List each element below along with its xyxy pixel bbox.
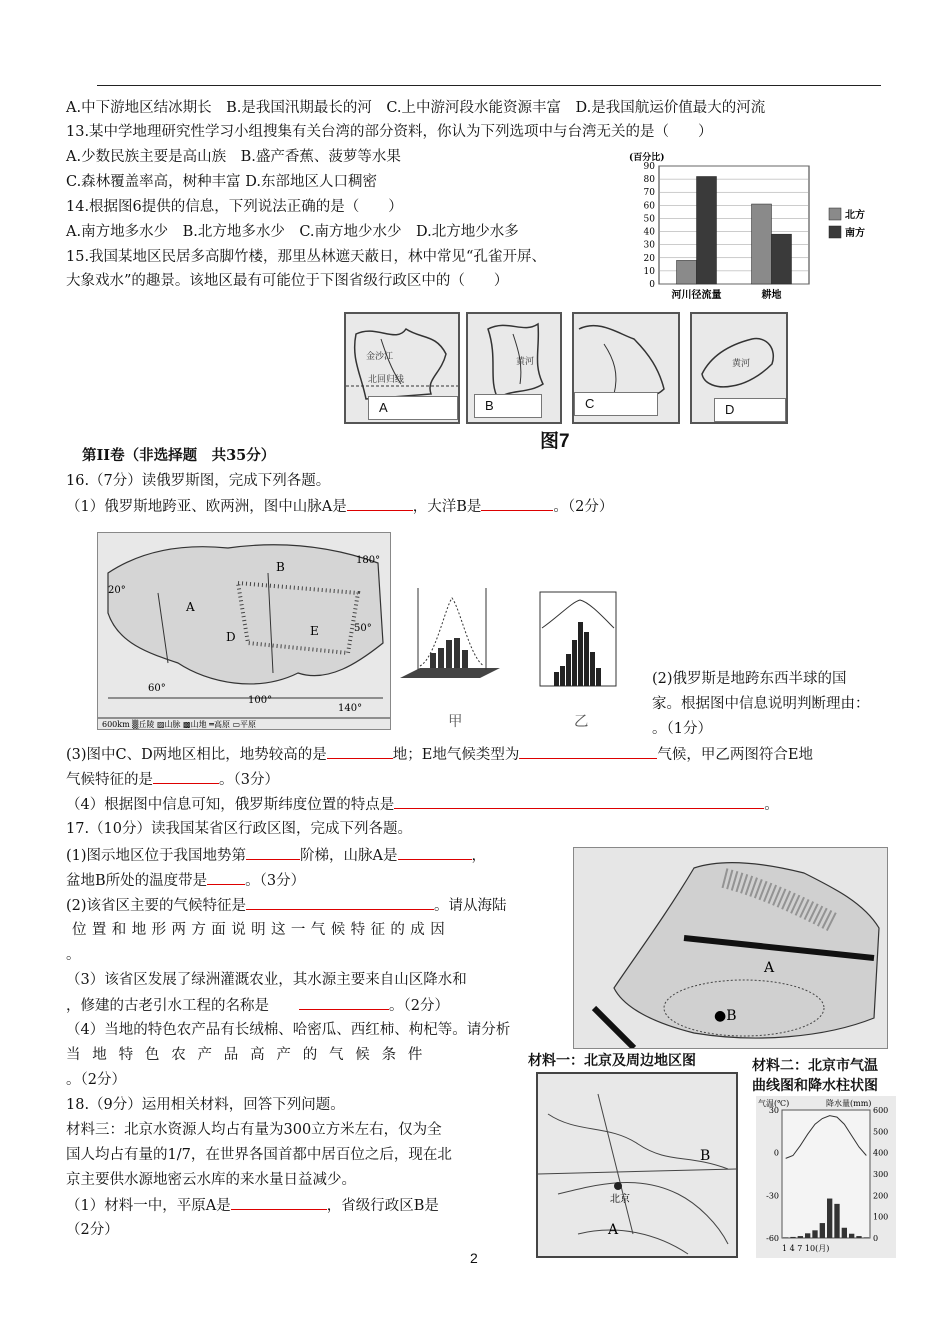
q17-2-blank-feature[interactable] <box>246 895 434 910</box>
q16-4-text-a: （4）根据图中信息可知，俄罗斯纬度位置的特点是 <box>66 797 395 813</box>
q18-part1 <box>66 1195 439 1216</box>
q16-1-blank-ocean[interactable] <box>481 496 553 511</box>
russia-label-b: B <box>276 560 285 574</box>
q16-part3-line2 <box>66 769 279 790</box>
q13-stem: 13.某中学地理研究性学习小组搜集有关台湾的部分资料，你认为下列选项中与台湾无关的是（ ） <box>66 124 713 140</box>
q17-2-text-a: (2)该省区主要的气候特征是 <box>66 898 247 914</box>
climate-chart-yi <box>524 588 634 696</box>
material1-label-a: A <box>608 1222 619 1238</box>
figure6-svg <box>625 148 887 306</box>
province-map <box>573 847 888 1049</box>
russia-lon180: 180° <box>356 555 381 566</box>
chart6-legend-label: 北方 <box>845 210 865 221</box>
q16-part2-c: 。（1分） <box>652 721 712 737</box>
bj-precip-bar-5 <box>812 1230 817 1238</box>
fig7-map-c <box>572 312 680 424</box>
chart6-ytick: 40 <box>643 227 655 238</box>
q16-part4 <box>66 794 779 815</box>
chart6-legend-swatch-南方 <box>829 226 841 238</box>
bj-precip-tick: 300 <box>873 1170 889 1179</box>
russia-lon60: 60° <box>148 683 166 694</box>
bj-precip-label: 降水量(mm) <box>826 1099 872 1108</box>
q16-3-text-e: 。（3分） <box>219 772 279 788</box>
russia-label-d: D <box>226 630 236 644</box>
figure6-bar-chart <box>625 148 887 306</box>
q17-1-text-b: 阶梯，山脉A是 <box>300 848 398 864</box>
bj-temp-tick: -30 <box>766 1191 779 1201</box>
chart6-bar-南方-河川径流量 <box>697 176 717 284</box>
bj-precip-tick: 200 <box>873 1191 889 1201</box>
q17-part3-line2 <box>66 995 449 1016</box>
page-number: 2 <box>470 1250 478 1266</box>
q17-1-blank-mountain[interactable] <box>398 845 472 860</box>
q17-part4-line3: 。（2分） <box>66 1072 126 1088</box>
russia-legend: 600km ▒丘陵 ▨山脉 ▩山地 ═高原 ▭平原 <box>102 720 257 729</box>
q17-1-blank-step[interactable] <box>246 845 300 860</box>
q16-3-blank-higher[interactable] <box>327 744 393 759</box>
chart6-ytick: 50 <box>643 214 655 225</box>
climate-yi-svg <box>524 588 634 696</box>
q17-3-text-c: 。（2分） <box>389 998 449 1014</box>
q18-material3-line1: 材料三：北京水资源人均占有量为300立方米左右，仅为全 <box>66 1122 442 1138</box>
chart6-ytick: 30 <box>643 240 655 251</box>
q17-part4-line1: （4）当地的特色农产品有长绒棉、哈密瓜、西红柿、枸杞等。请分析 <box>66 1022 511 1038</box>
bj-precip-bar-1 <box>783 1237 788 1238</box>
russia-lon140: 140° <box>338 703 363 714</box>
russia-lon100: 100° <box>248 695 273 706</box>
bj-precip-tick: 100 <box>873 1212 889 1222</box>
q17-1-text-e: 。（3分） <box>245 873 306 889</box>
fig7-label-a: A <box>368 396 458 420</box>
bj-precip-bar-6 <box>820 1223 825 1238</box>
material2-svg <box>756 1096 896 1258</box>
fig7-map-d <box>690 312 788 424</box>
q16-3-blank-chart[interactable] <box>153 769 219 784</box>
q16-1-text-b: ，大洋B是 <box>412 499 482 515</box>
map-b-river-label: 黄河 <box>516 357 535 367</box>
q16-1-blank-mountain[interactable] <box>347 496 413 511</box>
fig7-label-d: D <box>714 398 786 422</box>
material2-title-2: 曲线图和降水柱状图 <box>752 1078 878 1094</box>
q13-options-ab: A.少数民族主要是高山族 B.盛产香蕉、菠萝等水果 <box>66 149 401 165</box>
material1-label-b: B <box>700 1148 711 1164</box>
q17-1-text-a: (1)图示地区位于我国地势第 <box>66 848 247 864</box>
q14-options: A.南方地多水少 B.北方地多水少 C.南方地少水少 D.北方地少水多 <box>66 224 519 240</box>
climate-yi-label: 乙 <box>574 714 589 730</box>
material1-svg <box>538 1074 736 1256</box>
chart6-bar-北方-河川径流量 <box>677 260 697 284</box>
chart6-ytick: 80 <box>643 175 655 186</box>
chart6-legend-swatch-北方 <box>829 208 841 220</box>
bj-precip-bar-10 <box>849 1234 854 1238</box>
q18-material3-line2: 国人均占有量的1/7，在世界各国首都中居百位之后，现在北 <box>66 1147 452 1163</box>
fig7-label-b: B <box>474 394 542 418</box>
bj-precip-bar-12 <box>864 1237 869 1238</box>
bj-frame <box>782 1110 870 1238</box>
province-label-b: ●B <box>714 1008 737 1024</box>
q16-part1 <box>66 496 613 517</box>
climate-jia-label: 甲 <box>448 714 463 730</box>
q18-part1-line2: （2分） <box>66 1222 119 1238</box>
bj-temp-tick: 0 <box>773 1148 779 1158</box>
q17-part2-line3: 。 <box>66 947 81 963</box>
map-a-river-label: 金沙江 <box>366 352 394 362</box>
bj-precip-bar-11 <box>856 1236 861 1238</box>
russia-label-a: A <box>186 600 195 614</box>
bj-precip-bar-9 <box>842 1228 847 1238</box>
chart6-legend-label: 南方 <box>845 228 865 239</box>
q16-1-text-c: 。（2分） <box>553 499 614 515</box>
q16-stem: 16.（7分）读俄罗斯图，完成下列各题。 <box>66 473 331 489</box>
russia-lat20: 20° <box>108 585 126 596</box>
chart6-ytick: 20 <box>643 253 655 264</box>
q16-3-text-b: 地；E地气候类型为 <box>392 747 520 763</box>
chart6-ytick: 90 <box>643 162 655 172</box>
climate-jia-svg <box>400 578 500 693</box>
chart6-ytick: 70 <box>643 188 655 199</box>
russia-map-svg <box>98 533 390 729</box>
chart6-ytick: 10 <box>643 266 655 277</box>
q17-part2-line2: 位置和地形两方面说明这一气候特征的成因 <box>72 922 451 938</box>
q17-part1-line2 <box>66 870 305 891</box>
q18-material3-line3: 京主要供水源地密云水库的来水量日益减少。 <box>66 1172 356 1188</box>
bj-temp-tick: 30 <box>768 1106 779 1115</box>
bj-precip-bar-2 <box>790 1237 795 1238</box>
q14-stem: 14.根据图6提供的信息，下列说法正确的是（ ） <box>66 199 403 215</box>
fig7-label-c: C <box>574 392 658 416</box>
bj-temp-tick: -60 <box>766 1234 779 1243</box>
q17-part1 <box>66 845 486 866</box>
climate-chart-jia <box>400 578 500 693</box>
chart6-category-label: 河川径流量 <box>671 290 722 301</box>
bj-temp-label: 气温(℃) <box>758 1099 790 1108</box>
q17-1-text-c: ， <box>471 848 487 864</box>
bj-precip-bar-8 <box>834 1204 839 1238</box>
material2-title-1: 材料二：北京市气温 <box>752 1058 878 1074</box>
q17-3-text-b: ，修建的古老引水工程的名称是 <box>66 998 269 1014</box>
q16-4-blank[interactable] <box>394 794 764 809</box>
q13-options-cd: C.森林覆盖率高，树种丰富 D.东部地区人口稠密 <box>66 174 378 190</box>
bj-precip-bar-7 <box>827 1199 832 1238</box>
q18-1-blank-plain[interactable] <box>231 1195 327 1210</box>
q17-stem: 17.（10分）读我国某省区行政区图，完成下列各题。 <box>66 821 413 837</box>
figure7-caption: 图7 <box>540 431 570 452</box>
q12-options: A.中下游地区结冰期长 B.是我国汛期最长的河 C.上中游河段水能资源丰富 D.是我国航运价值最大的河流 <box>66 100 766 116</box>
q15-stem-2: 大象戏水”的趣景。该地区最有可能位于下图省级行政区中的（ ） <box>66 273 509 289</box>
section2-title: 第II卷（非选择题 共35分） <box>82 447 276 464</box>
bj-precip-bar-4 <box>805 1233 810 1238</box>
q16-part3 <box>66 744 813 765</box>
fig7-map-a <box>344 312 460 424</box>
chart6-ytick: 60 <box>643 201 655 212</box>
q16-1-text-a: （1）俄罗斯地跨亚、欧两洲，图中山脉A是 <box>66 499 347 515</box>
material2-chart <box>756 1096 896 1258</box>
chart6-ytick: 0 <box>649 280 655 290</box>
q17-2-text-b: 。请从海陆 <box>434 898 507 914</box>
bj-precip-tick: 400 <box>873 1148 889 1158</box>
q18-stem: 18.（9分）运用相关材料，回答下列问题。 <box>66 1097 345 1113</box>
russia-map <box>97 532 391 730</box>
q17-1-text-d: 盆地B所处的温度带是 <box>66 873 208 889</box>
material1-title: 材料一：北京及周边地区图 <box>528 1053 696 1069</box>
bj-precip-tick: 500 <box>873 1127 889 1137</box>
chart6-ylabel: (百分比) <box>629 153 665 163</box>
q18-1-text-b: ，省级行政区B是 <box>326 1198 439 1214</box>
material1-map <box>536 1072 738 1258</box>
bj-months: 1 4 7 10(月) <box>782 1244 830 1253</box>
map-a-line-label: 北回归线 <box>368 375 405 385</box>
q16-3-text-d: 气候特征的是 <box>66 772 153 788</box>
q17-part4-line2: 当地特色农产品高产的气候条件 <box>66 1047 435 1063</box>
q16-3-text-a: (3)图中C、D两地区相比，地势较高的是 <box>66 747 327 763</box>
q15-stem-1: 15.我国某地区民居多高脚竹楼，那里丛林遮天蔽日，林中常见“孔雀开屏、 <box>66 249 546 265</box>
map-d-region-label: 黄河 <box>732 359 751 369</box>
chart6-bar-北方-耕地 <box>752 204 772 284</box>
q16-part2-b: 家。根据图中信息说明判断理由： <box>652 696 870 712</box>
bj-precip-tick: 0 <box>873 1234 879 1243</box>
bj-precip-tick: 600 <box>873 1106 889 1115</box>
chart6-bar-南方-耕地 <box>772 234 792 284</box>
province-map-svg <box>574 848 887 1048</box>
q16-part2-a: (2)俄罗斯是地跨东西半球的国 <box>652 671 847 687</box>
q17-1-blank-zone[interactable] <box>207 870 245 885</box>
russia-lat50: 50° <box>354 623 372 634</box>
chart6-category-label: 耕地 <box>761 290 782 301</box>
q16-4-text-b: 。 <box>764 797 779 813</box>
header-rule <box>97 85 881 86</box>
q16-3-text-c: 气候，甲乙两图符合E地 <box>657 747 813 763</box>
material1-label-beijing: 北京 <box>610 1194 630 1205</box>
q18-1-text-a: （1）材料一中，平原A是 <box>66 1198 231 1214</box>
province-label-a: A <box>764 960 775 976</box>
fig7-map-b <box>466 312 562 424</box>
bj-precip-bar-3 <box>798 1236 803 1238</box>
q17-part2 <box>66 895 507 916</box>
q17-part3-line1: （3）该省区发展了绿洲灌溉农业，其水源主要来自山区降水和 <box>66 972 467 988</box>
q16-3-blank-climate[interactable] <box>519 744 657 759</box>
q17-3-blank-project[interactable] <box>299 995 389 1010</box>
russia-label-e: E <box>310 624 319 638</box>
